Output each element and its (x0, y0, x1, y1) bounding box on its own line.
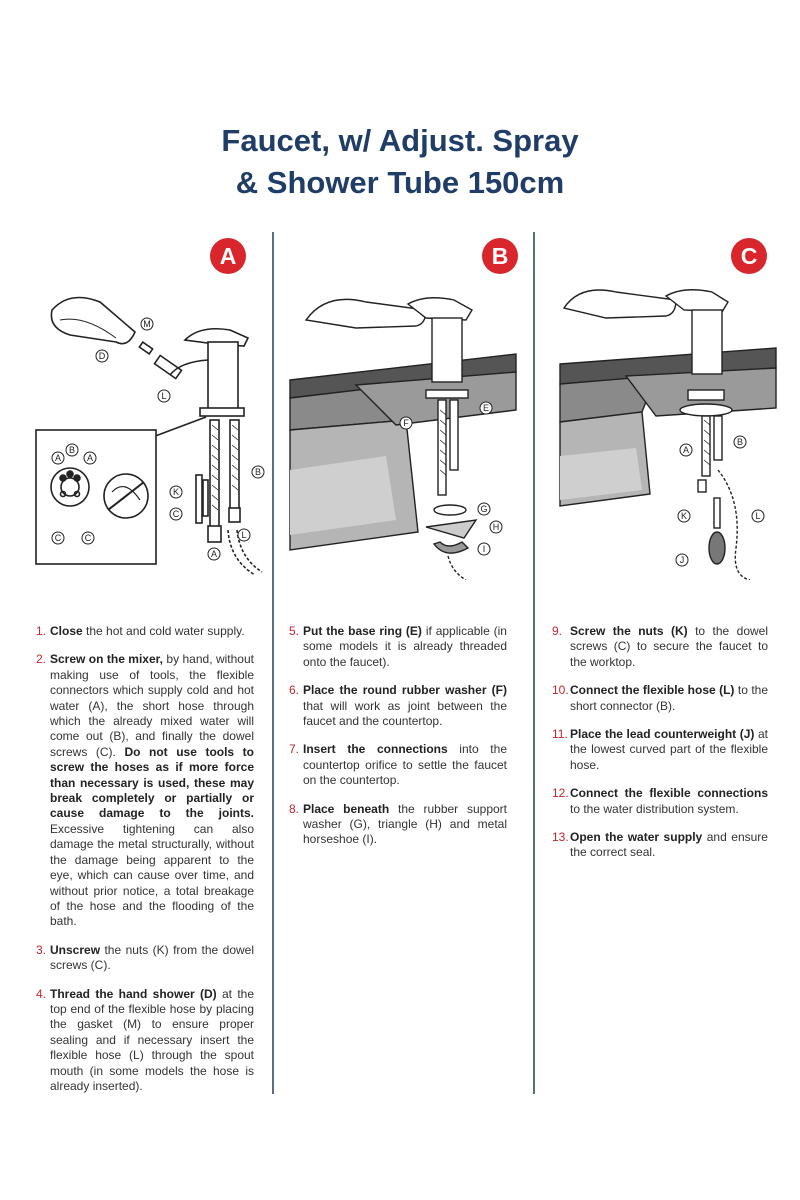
step-12: 12. Connect the flexible connections to the water distribution system. (552, 786, 768, 816)
label-c-inset-left: C (54, 533, 62, 543)
label-i: I (482, 544, 486, 554)
label-a: A (210, 549, 218, 559)
label-k: K (172, 487, 180, 497)
label-h: H (492, 522, 500, 532)
step-3: 3. Unscrew the nuts (K) from the dowel screws (C). (36, 942, 254, 973)
instructions-column-2 (289, 624, 507, 861)
label-g: G (480, 504, 488, 514)
step-2: 2. Screw on the mixer, by hand, without making use of tools, the flexible connectors which supply cold and hot water (A), the short hose through which the already mixed water will come out (B), and finally the dowel screws (C). Do not use tools to screw the hoses as if more force than necessary is used, these may break completely or partially or cause damage to the joints. Excessive tightening can also damage the metal structurally, without the damage being apparent to the eye, which can cause over time, and without prior notice, a total breakage of the hose and the flooding of the bath. (36, 652, 254, 929)
panel-a-badge: A (210, 238, 246, 274)
label-c-inset-right: C (84, 533, 92, 543)
panel-c-badge: C (731, 238, 767, 274)
step-6: 6. Place the round rubber washer (F) that will work as joint between the faucet and the countertop. (289, 683, 507, 729)
label-b: B (254, 467, 262, 477)
label-a: A (682, 445, 690, 455)
step-1: 1. Close the hot and cold water supply. (36, 624, 245, 638)
column-divider-2 (533, 232, 535, 1094)
panel-a-illustration (30, 280, 270, 580)
step-5: 5. Put the base ring (E) if applicable (in some models it is already threaded onto the faucet). (289, 624, 507, 669)
label-j: J (679, 555, 685, 565)
label-d: D (98, 351, 106, 361)
panel-c-illustration (546, 280, 786, 580)
page-title (0, 120, 800, 204)
step-7: 7. Insert the connections into the countertop orifice to settle the faucet on the countertop. (289, 742, 507, 788)
label-l: L (241, 530, 247, 540)
column-divider-1 (272, 232, 274, 1094)
label-f: F (403, 418, 409, 428)
label-k: K (680, 511, 688, 521)
step-9: 9. Screw the nuts (K) to the dowel screws (C) to secure the faucet to the worktop. (552, 624, 768, 669)
instructions-column-3 (552, 624, 768, 874)
label-b: B (736, 437, 744, 447)
label-b-inset: B (68, 445, 76, 455)
faucet-assembly-diagram-c (546, 280, 786, 580)
step-11: 11. Place the lead counterweight (J) at the lowest curved part of the flexible hose. (552, 727, 769, 772)
title-line-1: Faucet, w/ Adjust. Spray (221, 123, 579, 158)
step-8: 8. Place beneath the rubber support washer (G), triangle (H) and metal horseshoe (I). (289, 801, 508, 847)
instructions-column-1 (36, 624, 254, 1107)
label-c: C (172, 509, 180, 519)
step-13: 13. Open the water supply and ensure the correct seal. (552, 830, 768, 860)
title-line-2: & Shower Tube 150cm (235, 165, 565, 200)
panel-b-badge: B (482, 238, 518, 274)
label-e: E (482, 403, 490, 413)
faucet-assembly-diagram-b (286, 280, 526, 580)
label-a-inset-left: A (54, 453, 62, 463)
faucet-assembly-diagram-a (30, 280, 270, 580)
label-m: M (143, 319, 151, 329)
step-4: 4. Thread the hand shower (D) at the top end of the flexible hose by placing the gasket (M) to ensure proper sealing and if necessary insert the flexible hose (L) through the spout mouth (in some models the hose is already inserted). (36, 986, 254, 1093)
label-l-top: L (161, 391, 167, 401)
panel-b-illustration (286, 280, 526, 580)
label-a-inset-right: A (86, 453, 94, 463)
label-l: L (755, 511, 761, 521)
step-10: 10. Connect the flexible hose (L) to the short connector (B). (552, 683, 769, 713)
